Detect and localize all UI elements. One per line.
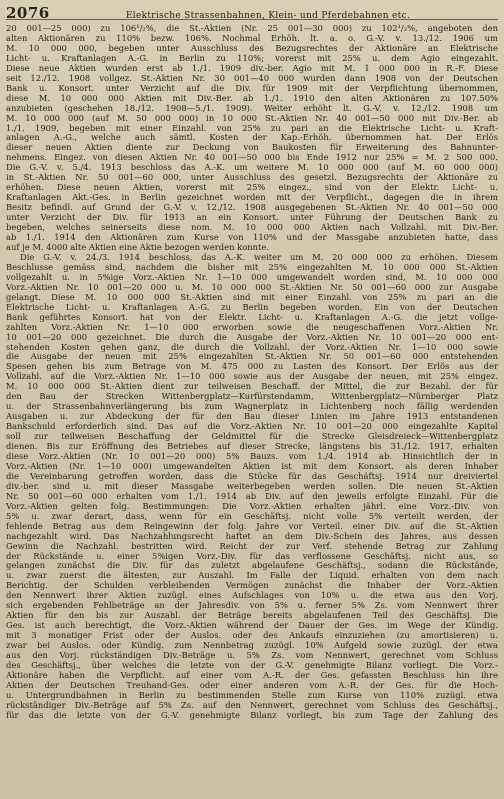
text-line: diese M. 10 000 000 Aktien mit Div.-Ber. ab 1./1. 1910 den alten Aktionären zu 107.50% <box>6 93 498 103</box>
text-line: begeben, welches seinerseits diese nom. M. 10 000 000 Aktien nach Vollzahl. mit Div.-Ber. <box>6 223 498 233</box>
text-line: Aktionäre haben die Verpflicht. auf einer vom A.-R. der Ges. gefassten Beschluss hin ihre <box>6 670 498 680</box>
text-line: des Geschäftsj., über welches die letzte von der G.-V. genehmigte Bilanz vorliegt. Die Vorz.- <box>6 661 498 670</box>
text-line: Bank geführtes Konsort. hat von der Elektr. Licht- u. Kraftanlagen A.-G. die jetzt vollge- <box>6 312 498 322</box>
text-line: Spesen gehen bis zum Betrage von M. 475 000 zu Lasten des Konsort. Der Erlös aus der <box>6 362 498 372</box>
text-line: gelangt. Diese M. 10 000 000 St.-Aktien sind mit einer Einzahl. von 25% zu pari an die <box>6 292 498 302</box>
text-line: u. zwar zuerst die ältesten, zur Auszahl. Im Falle der Liquid. erhalten von dem nach <box>6 571 498 581</box>
text-line: zahlten Vorz.-Aktien Nr. 1—10 000 erworben sowie die neugeschaffenen Vorz.-Aktien Nr. <box>6 322 498 332</box>
text-line: mit 3 monatiger Frist oder der Auslos. oder des Ankaufs einzuziehen (zu amortisieren) u. <box>6 631 498 641</box>
text-line: vollgezahlt u. in 5%ige Vorz.-Aktien Nr. 1—10 000 umgewandelt worden sind, M. 10 000 000 <box>6 272 498 282</box>
text-line: M. 10 000 000 St.-Aktien dient zur teilweisen Beschaff. der Mittel, die zur Bezahl. der für <box>6 382 498 392</box>
text-line: für das die letzte von der G.-V. genehmigte Bilanz vorliegt, bis zum Tage der Zahlung des <box>6 710 498 720</box>
text-line: gelangen zunächst die Div. für das zuletzt abgelaufene Geschäftsj., sodann die Rückstände, <box>6 561 498 571</box>
body-text <box>6 24 498 721</box>
text-line: 5% u. zwar derart, dass, wenn für ein Geschäftsj. nicht volle 5% verteilt werden, der <box>6 511 498 521</box>
text-line: den Nennwert ihrer Aktien zuzügl. eines Aufschlages von 10% u. die etwa aus den Vorj. <box>6 591 498 601</box>
text-line: Vorz.-Aktien Nr. 10 001—20 000 u. M. 10 000 000 St.-Aktien Nr. 50 001—60 000 zur Ausgabe <box>6 282 498 292</box>
text-line: Aktien der Deutschen Treuhand-Ges. oder einer anderen vom A.-R. der Ges. für die Hoch- <box>6 680 498 690</box>
text-line: Ausgaben u. zur Abdeckung der für den Bau dieser Linien im Jahre 1913 entstandenen <box>6 412 498 422</box>
text-line: seit 12./12. 1908 vollgez. St.-Aktien Nr. 30 001—40 000 wurden dann 1908 von der Deutschen <box>6 73 498 83</box>
text-line: anzubieten (geschehen 18./12. 1908—5./1. 1909). Weiter erhöht lt. G.-V. v. 12./12. 1908 um <box>6 103 498 113</box>
text-line: rückständiger Div.-Beträge auf 5% Zs. auf den Nennwert, gerechnet vom Schluss des Geschäftsj., <box>6 700 498 710</box>
text-line: Ges. ist auch berechtigt, die Vorz.-Aktien während der Dauer der Ges. im Wege der Kündig. <box>6 621 498 631</box>
text-line: 20 001—25 000) zu 106¹/₂%, die St.-Aktien (Nr. 25 001—30 000) zu 102¹/₂%, angeboten den <box>6 24 498 33</box>
text-line: 1./1. 1909, begeben mit einer Einzahl. von 25% zu pari an die Elektrische Licht- u. Kraft- <box>6 123 498 133</box>
text-line: sich ergebenden Fehlbeträge an der Jahresdiv. von 5% u. ferner 5% Zs. vom Nennwert ihrer <box>6 601 498 611</box>
text-line: zwar bei Auslos. oder Kündig. zum Nennbetrag zuzügl. 10% Aufgeld sowie zuzügl. der etwa <box>6 641 498 651</box>
text-line: nehmens. Eingez. von diesen Aktien Nr. 40 001—50 000 bis Ende 1912 nur 25% = M. 2 500 000. <box>6 153 498 163</box>
text-line: Bank u. Konsort. unter Verzicht auf die Div. für 1909 mit der Verpflichtung übernommen, <box>6 83 498 93</box>
text-line: dieser neuen Aktien diente zur Deckung von Baukosten für Erweiterung des Bahnunter- <box>6 143 498 153</box>
text-line: Vorz.-Aktien (Nr. 1—10 000) umgewandelten Aktien ist mit dem Konsort. als deren Inhaber <box>6 461 498 471</box>
text-line: Vollzahl. auf die Vorz.-Aktien Nr. 1—10 000 sowie aus der Ausgabe der neuen, mit 25% eingez. <box>6 372 498 382</box>
text-line: auf je M. 4000 alte Aktien eine Aktie bezogen werden konnte. <box>6 242 270 252</box>
text-line: Gewinn die Nachzahl. bestritten wird. Reicht der zur Verf. stehende Betrag zur Zahlung <box>6 541 498 551</box>
text-line: Berichtig. der Schulden verbleibenden Vermögen zunächst die Inhaber der Vorz.-Aktien <box>6 581 498 591</box>
text-line: in St.-Aktien Nr. 50 001—60 000, unter Ausschluss des gesetzl. Bezugsrechts der Aktionäre zu <box>6 173 498 183</box>
text-line: M. 10 000 000, begeben unter Ausschluss des Bezugsrechtes der Aktionäre an Elektrische <box>6 43 498 53</box>
text-line: u. Untergrundbahnen in Berlin zu bestimmenden Stelle zum Kurse von 110% zuzügl. etwa <box>6 690 498 700</box>
text-line: 10 001—20 000 gezeichnet. Die durch die Ausgabe der Vorz.-Aktien Nr. 10 001—20 000 ent- <box>6 332 498 342</box>
text-line: anlagen A.-G., welche auch sämtl. Kosten der Kap.-Erhöh. übernommen hat. Der Erlös <box>6 133 498 143</box>
text-line: den Bau der Strecken Wittenbergplatz—Kurfürstendamm, Wittenbergplatz—Nürnberger Platz <box>6 392 498 402</box>
text-line: soll zur teilweisen Beschaffung der Geldmittel für die Strecke Gleisdreieck—Wittenbergplatz <box>6 432 498 442</box>
text-line: die Ausgabe der neuen mit 25% eingezahlten St.-Aktien Nr. 50 001—60 000 entstehenden <box>6 352 498 362</box>
text-line: nachgezahlt wird. Das Nachzahlungsrecht haftet an dem Div.-Schein des Jahres, aus dessen <box>6 531 498 541</box>
text-line: div.-ber. sind u. mit dieser Massgabe weiterbegeben werden sollen. Die neuen St.-Aktien <box>6 481 498 491</box>
running-title: Elektrische Strassenbahnen, Klein- und Pferdebahnen etc. <box>125 11 411 21</box>
text-line: Vorz.-Aktien gelten folg. Bestimmungen: Die Vorz.-Aktien erhalten jährl. eine Vorz.-Div. von <box>6 501 498 511</box>
text-line: Beschlusse gemäss sind, nachdem die bisher mit 25% eingezahlten M. 10 000 000 St.-Aktien <box>6 262 498 272</box>
text-line: fehlende Betrag aus dem Reingewinn der folg. Jahre vor Verteil. einer Div. auf die St.-Aktien <box>6 521 498 531</box>
text-line: der Rückstände u. einer 5%igen Vorz.-Div. für das verflossene Geschäftsj. nicht aus, so <box>6 551 498 561</box>
text-line: dienen. Bis zur Eröffnung des Betriebes auf dieser Strecke, längstens bis 31./12. 1917, erhalten <box>6 442 498 452</box>
text-line: Nr. 50 001—60 000 erhalten vom 1./1. 1914 ab Div. auf den jeweils erfolgte Einzahl. Für die <box>6 491 498 501</box>
text-line: Die G.-V. v. 5./4. 1913 beschloss das A.-K. um weitere M. 10 000 000 (auf M. 60 000 000) <box>6 163 498 173</box>
text-line: diese Vorz.-Aktien (Nr. 10 001—20 000) 5% Bauzs. vom 1./4. 1914 ab. Hinsichtlich der in <box>6 451 498 461</box>
text-line: Licht- u. Kraftanlagen A.-G. in Berlin zu 110%; vorerst mit 25% u. dem Agio eingezahlt. <box>6 53 498 63</box>
text-line: alten Aktionären zu 110% bezw. 106%. Nochmal Erhöh. lt. a. o. G.-V. v. 13./12. 1906 um <box>6 33 498 43</box>
text-line: Diese neue Aktien wurden erst ab 1./1. 1909 div.-ber. Agio mit M. 1 000 000 in R.-F. Diese <box>6 63 498 73</box>
text-line: Kraftanlagen Akt.-Ges. in Berlin gezeichnet worden mit der Verpflicht., dagegen die in ihrem <box>6 193 498 203</box>
text-line: Die G.-V. v. 24./3. 1914 beschloss, das A.-K. weiter um M. 20 000 000 zu erhöhen. Diesem <box>20 252 498 262</box>
text-line: aus den Vorj. rückständigen Div.-Beträge u. 5% Zs. vom Nennwert, gerechnet vom Schluss <box>6 651 498 661</box>
page-header <box>6 4 498 20</box>
text-line: Aktien für den bis zur Auszahl. der Beträge bereits abgelaufenen Teil des Geschäftsj. Die <box>6 611 498 621</box>
text-line: u. der Strassenbahnverlängerung bis zum Wagnerplatz in Lichtenberg noch fällig werdenden <box>6 402 498 412</box>
page-number: 2076 <box>6 4 50 22</box>
text-line: Elektrische Licht- u. Kraftanlagen A.-G. zu Berlin begeben worden. Ein von der Deutschen <box>6 302 498 312</box>
text-line: ab 1./1. 1914 den Aktionären zum Kurse von 110% und der Massgabe anzubieten hatte, dass <box>6 233 498 243</box>
text-line: unter Verzicht der Div. für 1913 an ein Konsort. unter Führung der Deutschen Bank zu <box>6 213 498 223</box>
text-line: erhöhen. Diese neuen Aktien, vorerst mit 25% eingez., sind von der Elektr. Licht- u. <box>6 183 498 193</box>
text-line: die Vereinbarung getroffen worden, dass die Stücke für das Geschäftsj. 1914 nur dreiviertel <box>6 471 498 481</box>
text-line: Bankschuld erforderlich sind. Das auf die Vorz.-Aktien Nr. 10 001—20 000 eingezahlte Kapital <box>6 422 498 432</box>
text-line: stehenden Kosten gehen ganz, die durch die Vollzahl. der Vorz.-Aktien Nr. 1—10 000 sowie <box>6 342 498 352</box>
text-line: M. 10 000 000 (auf M. 50 000 000) in 10 000 St.-Aktien Nr. 40 001—50 000 mit Div.-Ber. ab <box>6 113 498 123</box>
text-line: Besitz befindl. auf Grund der G.-V. v. 12./12. 1908 ausgegebenen St.-Aktien Nr. 40 001—50 000 <box>6 203 498 213</box>
